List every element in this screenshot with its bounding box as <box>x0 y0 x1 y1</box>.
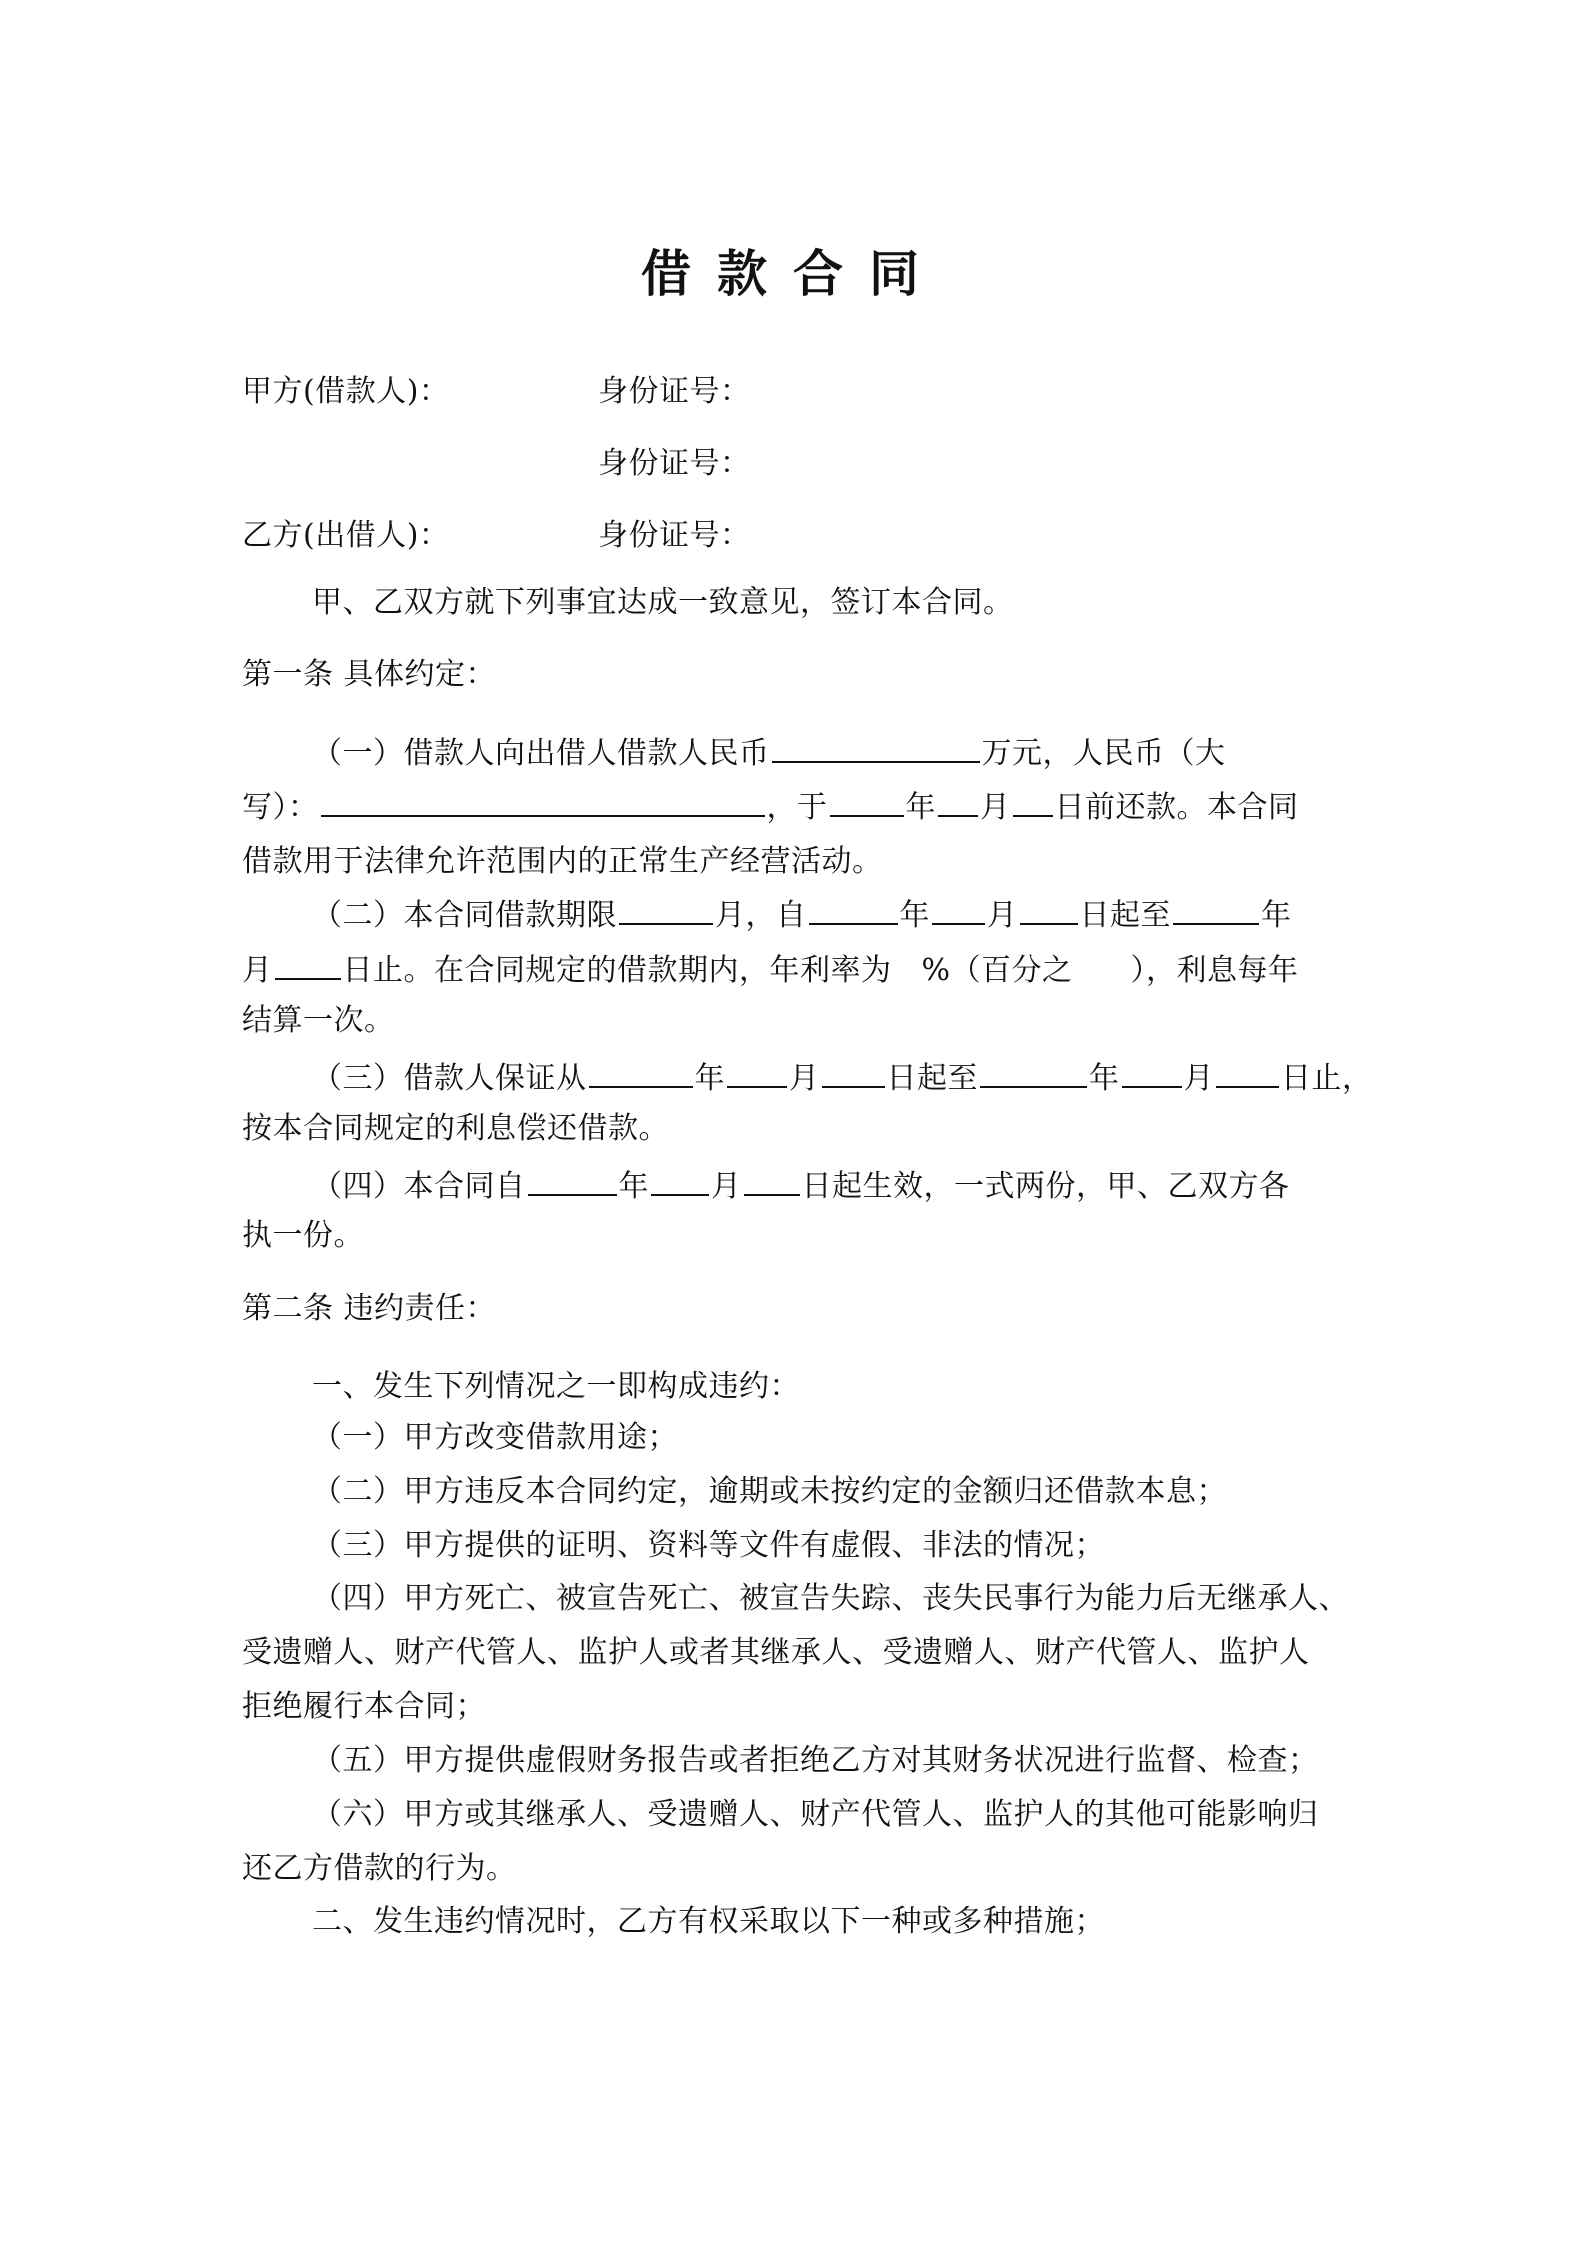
month-blank[interactable] <box>651 1166 709 1196</box>
clause-3-line-2: 按本合同规定的利息偿还借款。 <box>242 1111 669 1146</box>
breach-section-1: 一、发生下列情况之一即构成违约： <box>312 1369 800 1404</box>
year-blank[interactable] <box>830 787 904 817</box>
day-blank[interactable] <box>822 1058 885 1088</box>
breach-item-cont: 受遗赠人、财产代管人、监护人或者其继承人、受遗赠人、财产代管人、监护人 <box>242 1635 1310 1670</box>
month-blank[interactable] <box>727 1058 787 1088</box>
text: %（百分之 <box>921 953 1073 988</box>
extra-id-label: 身份证号： <box>598 446 751 481</box>
year-blank[interactable] <box>980 1058 1087 1088</box>
text: （一）借款人向出借人借款人民币 <box>312 736 770 771</box>
amount-words-blank[interactable] <box>321 787 765 817</box>
text: 月 <box>242 953 273 988</box>
term-blank[interactable] <box>619 895 713 925</box>
text: （二）本合同借款期限 <box>312 898 617 933</box>
text: 日前还款。本合同 <box>1054 790 1299 825</box>
year-blank[interactable] <box>809 895 898 925</box>
text: 日起至 <box>886 1061 978 1096</box>
text: （三）借款人保证从 <box>312 1061 587 1096</box>
document-title: 借款合同 <box>641 244 945 303</box>
article2-heading: 第二条 违约责任： <box>242 1291 497 1326</box>
text: 写）： <box>242 790 319 825</box>
party-a-label: 甲方(借款人)： <box>242 374 450 409</box>
breach-item: （一）甲方改变借款用途； <box>312 1420 678 1455</box>
month-blank[interactable] <box>938 787 978 817</box>
clause-1-line-2 <box>242 787 1299 826</box>
text: 日起生效，一式两份，甲、乙双方各 <box>801 1169 1290 1204</box>
party-b-label: 乙方(出借人)： <box>242 518 450 553</box>
month-blank[interactable] <box>932 895 985 925</box>
text: 万元，人民币（大 <box>981 736 1226 771</box>
day-blank[interactable] <box>1216 1058 1279 1088</box>
clause-2-line-2 <box>242 950 1299 989</box>
breach-item: （六）甲方或其继承人、受遗赠人、财产代管人、监护人的其他可能影响归 <box>312 1797 1319 1832</box>
party-b-id-label: 身份证号： <box>598 518 751 553</box>
article1-heading: 第一条 具体约定： <box>242 657 497 692</box>
clause-2-line-1 <box>312 895 1292 934</box>
party-a-id-label: 身份证号： <box>598 374 751 409</box>
day-blank[interactable] <box>1020 895 1078 925</box>
amount-blank[interactable] <box>772 733 980 763</box>
breach-item: （三）甲方提供的证明、资料等文件有虚假、非法的情况； <box>312 1528 1105 1563</box>
day-blank[interactable] <box>1013 787 1053 817</box>
text: （四）本合同自 <box>312 1169 526 1204</box>
month-blank[interactable] <box>1122 1058 1182 1088</box>
day-blank[interactable] <box>744 1166 800 1196</box>
breach-item: （五）甲方提供虚假财务报告或者拒绝乙方对其财务状况进行监督、检查； <box>312 1743 1319 1778</box>
text: 日止。在合同规定的借款期内，年利率为 <box>342 953 892 988</box>
year-blank[interactable] <box>528 1166 617 1196</box>
clause-1-line-1 <box>312 733 1226 772</box>
clause-2-line-3: 结算一次。 <box>242 1003 395 1038</box>
breach-item: （四）甲方死亡、被宣告死亡、被宣告失踪、丧失民事行为能力后无继承人、 <box>312 1581 1349 1616</box>
clause-1-line-3: 借款用于法律允许范围内的正常生产经营活动。 <box>242 844 883 879</box>
year-blank[interactable] <box>589 1058 693 1088</box>
text: 月 <box>987 898 1018 933</box>
text: 月 <box>711 1169 742 1204</box>
breach-section-2: 二、发生违约情况时，乙方有权采取以下一种或多种措施； <box>312 1904 1105 1939</box>
breach-item: （二）甲方违反本合同约定，逾期或未按约定的金额归还借款本息； <box>312 1474 1227 1509</box>
text: 日起至 <box>1079 898 1171 933</box>
text: 月 <box>789 1061 820 1096</box>
clause-4-line-2: 执一份。 <box>242 1218 364 1253</box>
text: 月 <box>1183 1061 1214 1096</box>
text: ，于 <box>766 790 828 825</box>
text: 月 <box>980 790 1011 825</box>
breach-item-cont: 还乙方借款的行为。 <box>242 1851 517 1886</box>
text: 日止， <box>1281 1061 1373 1096</box>
intro-text: 甲、乙双方就下列事宜达成一致意见，签订本合同。 <box>312 585 1014 620</box>
text: 年 <box>905 790 936 825</box>
clause-3-line-1 <box>312 1058 1373 1097</box>
text: 年 <box>618 1169 649 1204</box>
text: 年 <box>1261 898 1292 933</box>
clause-4-line-1 <box>312 1166 1290 1205</box>
day-blank[interactable] <box>275 950 341 980</box>
text: 年 <box>1089 1061 1120 1096</box>
breach-item-cont: 拒绝履行本合同； <box>242 1689 486 1724</box>
text: 年 <box>694 1061 725 1096</box>
text: ），利息每年 <box>1130 953 1299 988</box>
text: 年 <box>899 898 930 933</box>
text: 月，自 <box>715 898 807 933</box>
year-blank[interactable] <box>1173 895 1259 925</box>
